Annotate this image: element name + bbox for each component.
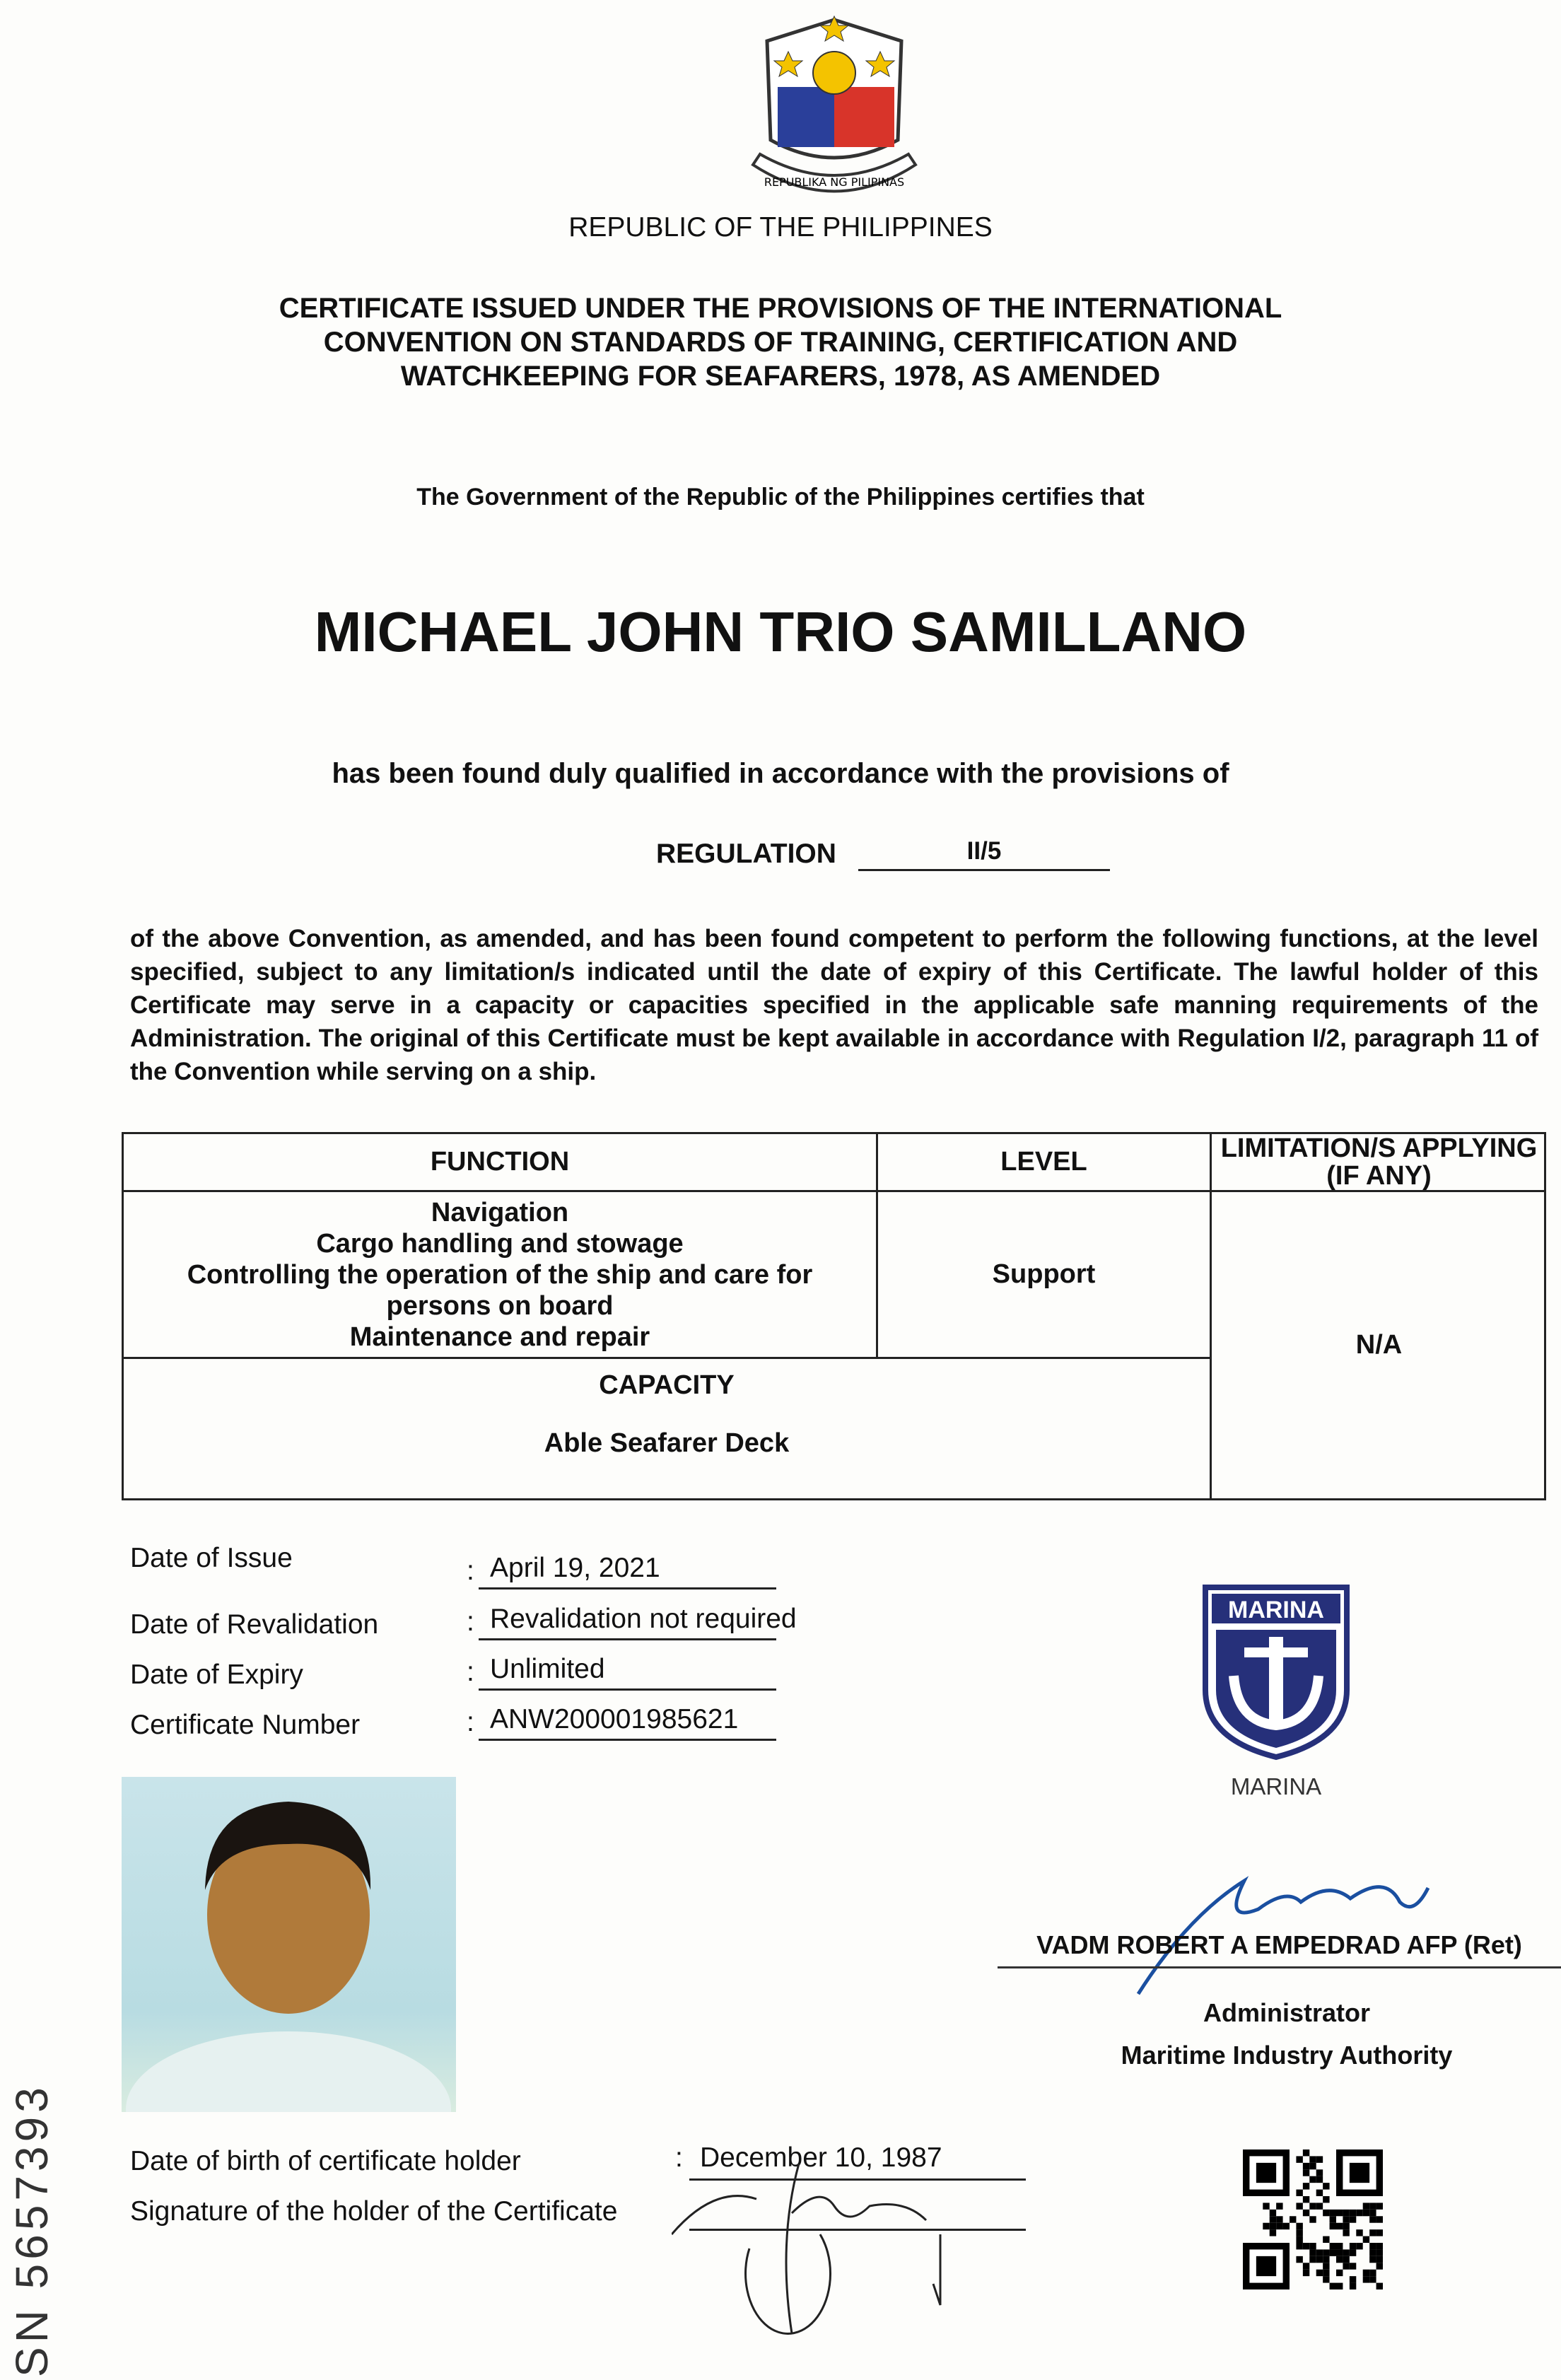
function-item: Navigation <box>431 1197 569 1227</box>
qr-module <box>1323 2196 1329 2203</box>
holder-signature-label: Signature of the holder of the Certificate <box>130 2196 618 2227</box>
qr-module <box>1290 2216 1296 2222</box>
qr-module <box>1376 2229 1383 2236</box>
capacity-value: Able Seafarer Deck <box>544 1428 790 1458</box>
qr-module <box>1296 2190 1302 2196</box>
qr-module <box>1369 2210 1376 2216</box>
serial-number: SN 5657393 <box>6 2083 57 2377</box>
qr-module <box>1369 2276 1376 2282</box>
qr-module <box>1330 2210 1336 2216</box>
qr-module <box>1336 2283 1343 2289</box>
qr-module <box>1376 2216 1383 2222</box>
qr-module <box>1263 2223 1269 2229</box>
qr-module <box>1309 2249 1316 2256</box>
qr-module <box>1343 2210 1349 2216</box>
qr-module <box>1323 2270 1329 2276</box>
qr-module <box>1350 2283 1356 2289</box>
qr-module <box>1256 2256 1276 2276</box>
signatory-name: VADM ROBERT A EMPEDRAD AFP (Ret) <box>1036 1930 1522 1959</box>
capacity-label: CAPACITY <box>599 1370 735 1400</box>
certifies-text: The Government of the Republic of the Philippines certifies that <box>416 484 1145 511</box>
qr-module <box>1296 2243 1302 2249</box>
qr-module <box>1369 2229 1376 2236</box>
regulation-value: II/5 <box>858 837 1110 871</box>
qr-module <box>1376 2203 1383 2209</box>
qr-module <box>1316 2249 1323 2256</box>
qr-module <box>1303 2243 1309 2249</box>
certificate-number-label: Certificate Number <box>130 1710 361 1740</box>
qr-module <box>1369 2216 1376 2222</box>
date-of-issue-label: Date of Issue <box>130 1543 293 1573</box>
qr-module <box>1309 2203 1316 2209</box>
qr-module <box>1256 2163 1276 2183</box>
qr-module <box>1303 2163 1309 2169</box>
signatory-title: Administrator <box>1203 1998 1371 2027</box>
heading-line: CONVENTION ON STANDARDS OF TRAINING, CERTIFICATION AND <box>323 327 1238 358</box>
qr-module <box>1296 2256 1302 2263</box>
colon: : <box>467 1556 474 1586</box>
qr-module <box>1350 2216 1356 2222</box>
qr-module <box>1336 2270 1343 2276</box>
header-level: LEVEL <box>1000 1147 1087 1177</box>
seal-motto: REPUBLIKA NG PILIPINAS <box>764 175 905 189</box>
qr-module <box>1363 2270 1369 2276</box>
qr-code[interactable] <box>1243 2149 1383 2289</box>
colon: : <box>467 1657 474 1687</box>
signatory-organization: Maritime Industry Authority <box>1121 2041 1453 2070</box>
qr-module <box>1316 2176 1323 2183</box>
qr-module <box>1303 2270 1309 2276</box>
qr-module <box>1343 2249 1349 2256</box>
colon: : <box>467 1707 474 1737</box>
qr-module <box>1336 2223 1343 2229</box>
regulation-label: REGULATION <box>656 839 836 869</box>
dob-label: Date of birth of certificate holder <box>130 2146 521 2176</box>
qr-module <box>1330 2223 1336 2229</box>
qr-module <box>1309 2216 1316 2222</box>
qr-module <box>1323 2183 1329 2189</box>
qr-module <box>1363 2203 1369 2209</box>
qr-module <box>1296 2203 1302 2209</box>
qr-module <box>1316 2156 1323 2162</box>
qr-module <box>1323 2256 1329 2263</box>
qr-module <box>1316 2256 1323 2263</box>
qr-module <box>1303 2263 1309 2269</box>
qr-module <box>1330 2216 1336 2222</box>
qr-module <box>1316 2169 1323 2176</box>
qr-module <box>1343 2223 1349 2229</box>
qr-module <box>1309 2256 1316 2263</box>
qr-module <box>1376 2283 1383 2289</box>
qr-module <box>1323 2276 1329 2282</box>
qr-module <box>1376 2249 1383 2256</box>
header-limitations: LIMITATION/S APPLYING (IF ANY) <box>1220 1133 1538 1191</box>
qr-module <box>1343 2256 1349 2263</box>
qr-module <box>1356 2229 1362 2236</box>
heading-line: WATCHKEEPING FOR SEAFARERS, 1978, AS AMENDED <box>400 361 1161 392</box>
qr-module <box>1296 2156 1302 2162</box>
holder-name: MICHAEL JOHN TRIO SAMILLANO <box>314 600 1247 663</box>
qr-module <box>1316 2270 1323 2276</box>
qr-module <box>1270 2223 1276 2229</box>
qr-module <box>1369 2203 1376 2209</box>
function-table <box>122 1132 1546 1500</box>
qr-module <box>1350 2249 1356 2256</box>
competence-paragraph: of the above Convention, as amended, and has been found competent to perform the following functions, at the level specified, subject to any limitation/s indicated until the date of expiry of this Certificate. The lawful holder of this Certificate may serve in a capacity or capacities specified in the applicable safe manning requirements of the Administration. The original of this Certificate must be kept available in accordance with Regulation I/2, paragraph 11 of the Convention while serving on a ship. <box>130 925 1538 1085</box>
qr-module <box>1276 2203 1282 2209</box>
qr-module <box>1350 2163 1369 2183</box>
qr-module <box>1350 2263 1356 2269</box>
limitations-value: N/A <box>1355 1330 1403 1360</box>
qr-module <box>1303 2196 1309 2203</box>
qr-module <box>1303 2183 1309 2189</box>
qr-module <box>1363 2236 1369 2243</box>
header-function: FUNCTION <box>430 1147 570 1177</box>
date-of-revalidation-label: Date of Revalidation <box>130 1609 379 1640</box>
qr-module <box>1369 2243 1376 2249</box>
qr-module <box>1350 2276 1356 2282</box>
qr-module <box>1336 2210 1343 2216</box>
certificate-number-value: ANW200001985621 <box>479 1704 776 1741</box>
qr-module <box>1309 2176 1316 2183</box>
qr-module <box>1316 2203 1323 2209</box>
qr-module <box>1330 2249 1336 2256</box>
marina-caption: MARINA <box>1230 1773 1322 1799</box>
level-value: Support <box>992 1259 1096 1289</box>
qr-module <box>1369 2249 1376 2256</box>
qr-module <box>1323 2249 1329 2256</box>
qr-module <box>1303 2149 1309 2156</box>
qr-module <box>1263 2203 1269 2209</box>
date-of-expiry-label: Date of Expiry <box>130 1659 303 1690</box>
qr-module <box>1303 2210 1309 2216</box>
qr-module <box>1376 2263 1383 2269</box>
qr-module <box>1356 2210 1362 2216</box>
qr-module <box>1296 2236 1302 2243</box>
qualified-text: has been found duly qualified in accordance with the provisions of <box>332 758 1229 789</box>
philippine-seal <box>746 13 923 204</box>
qr-module <box>1343 2229 1349 2236</box>
qr-module <box>1276 2216 1282 2222</box>
qr-module <box>1343 2263 1349 2269</box>
qr-module <box>1270 2229 1276 2236</box>
qr-module <box>1283 2223 1290 2229</box>
qr-module <box>1296 2223 1302 2229</box>
qr-module <box>1309 2243 1316 2249</box>
colon: : <box>467 1606 474 1637</box>
qr-module <box>1369 2270 1376 2276</box>
qr-module <box>1270 2210 1276 2216</box>
colon: : <box>675 2142 683 2173</box>
marina-logo <box>1202 1584 1350 1761</box>
certificate-heading <box>0 291 1561 393</box>
qr-module <box>1270 2216 1276 2222</box>
qr-module <box>1276 2223 1282 2229</box>
holder-photo <box>122 1777 456 2112</box>
date-of-revalidation-value: Revalidation not required <box>479 1604 776 1640</box>
qr-module <box>1363 2210 1369 2216</box>
date-of-expiry-value: Unlimited <box>479 1654 776 1691</box>
function-item: Cargo handling and stowage <box>316 1228 684 1259</box>
qr-module <box>1343 2216 1349 2222</box>
qr-module <box>1316 2190 1323 2196</box>
dob-value: December 10, 1987 <box>700 2142 942 2173</box>
qr-module <box>1350 2243 1356 2249</box>
qr-module <box>1336 2249 1343 2256</box>
qr-module <box>1330 2243 1336 2249</box>
signature-line <box>998 1966 1561 1968</box>
qr-module <box>1363 2276 1369 2282</box>
function-item: Controlling the operation of the ship and care for persons on board <box>187 1259 813 1321</box>
qr-module <box>1350 2210 1356 2216</box>
function-item: Maintenance and repair <box>349 1322 650 1352</box>
qr-module <box>1323 2263 1329 2269</box>
qr-module <box>1323 2236 1329 2243</box>
qr-module <box>1336 2243 1343 2249</box>
qr-module <box>1303 2169 1309 2176</box>
holder-signature <box>672 2157 1004 2340</box>
heading-line: CERTIFICATE ISSUED UNDER THE PROVISIONS OF THE INTERNATIONAL <box>279 293 1282 324</box>
qr-module <box>1330 2283 1336 2289</box>
qr-module <box>1369 2256 1376 2263</box>
qr-module <box>1376 2243 1383 2249</box>
country-title: REPUBLIC OF THE PHILIPPINES <box>568 212 993 243</box>
qr-module <box>1376 2256 1383 2263</box>
functions-cell <box>124 1194 876 1355</box>
qr-module <box>1296 2229 1302 2236</box>
qr-module <box>1309 2163 1316 2169</box>
qr-module <box>1356 2243 1362 2249</box>
qr-module <box>1309 2156 1316 2162</box>
qr-module <box>1323 2210 1329 2216</box>
qr-module <box>1336 2256 1343 2263</box>
date-of-issue-value: April 19, 2021 <box>479 1553 776 1589</box>
marina-logo-text: MARINA <box>1228 1597 1324 1623</box>
